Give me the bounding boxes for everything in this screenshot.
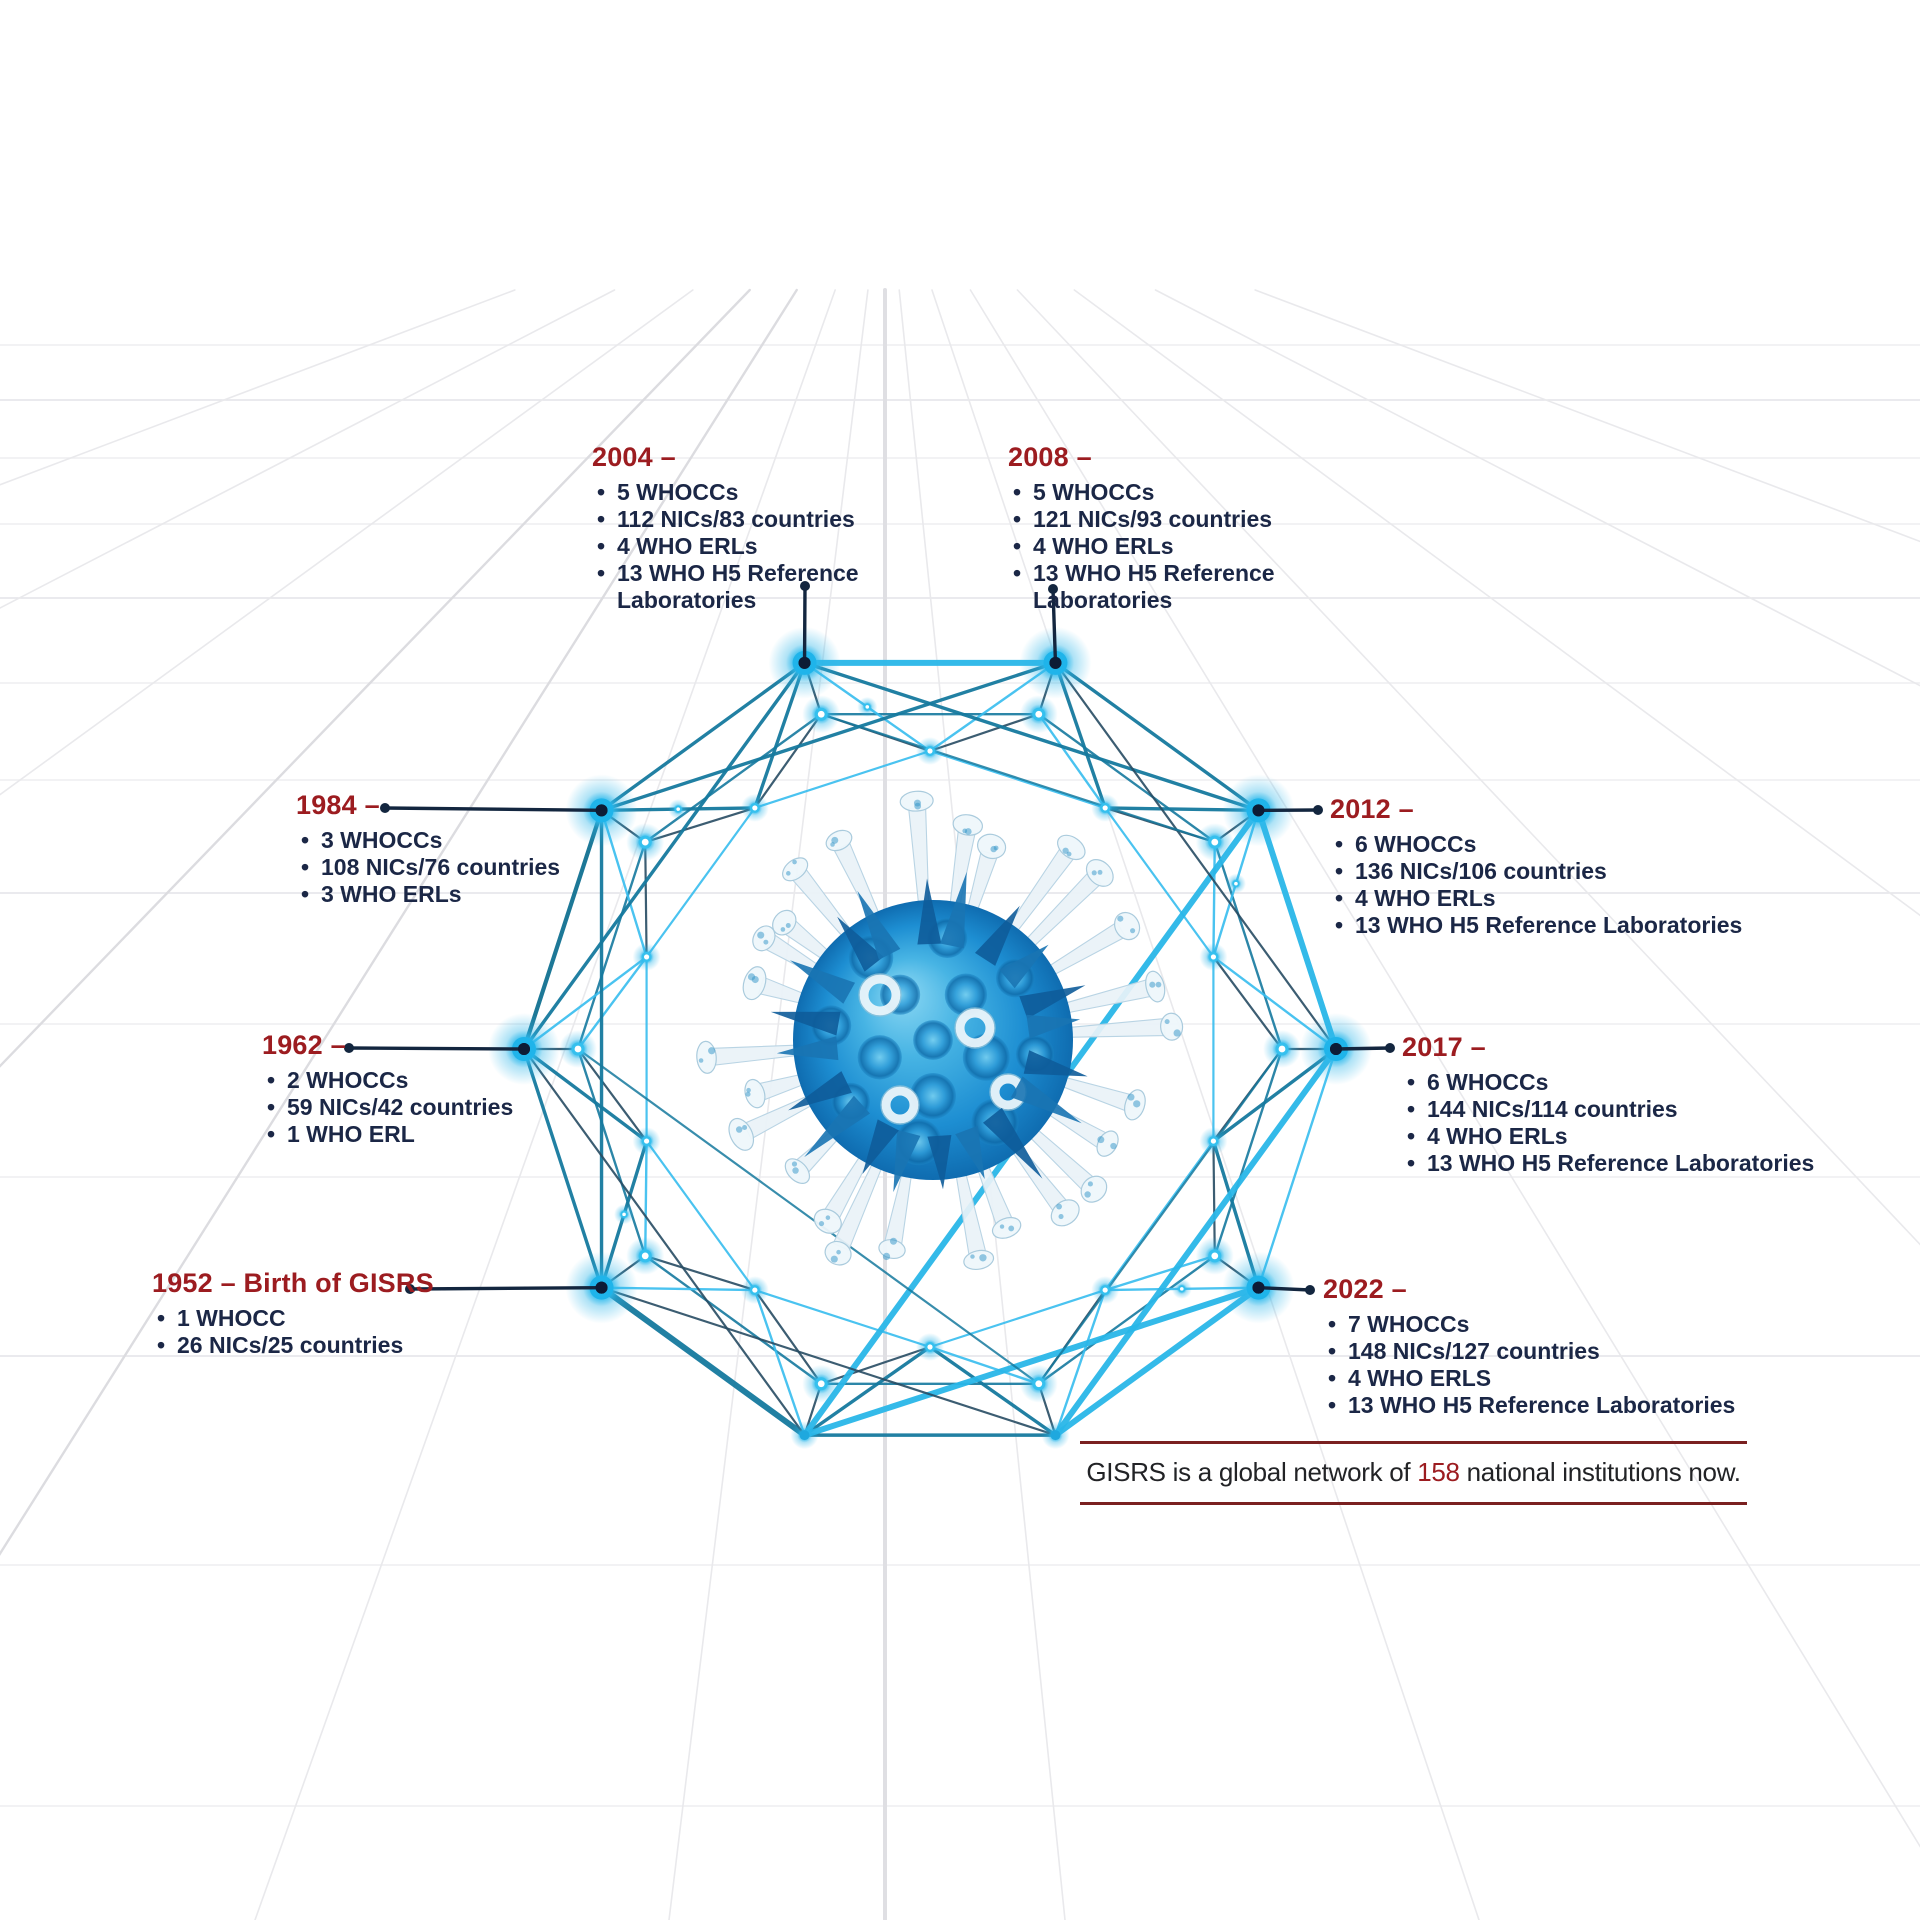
timeline-bullets-1952 xyxy=(152,1305,522,1359)
timeline-bullet: • 13 WHO H5 Reference Laboratories xyxy=(592,560,892,614)
timeline-bullets-1962 xyxy=(262,1067,582,1148)
timeline-bullets-2008 xyxy=(1008,479,1308,614)
timeline-bullets-2017 xyxy=(1402,1069,1842,1177)
timeline-bullet: • 144 NICs/114 countries xyxy=(1402,1096,1842,1123)
timeline-bullets-2022 xyxy=(1323,1311,1763,1419)
timeline-bullet: • 4 WHO ERLs xyxy=(592,533,892,560)
timeline-block-2004 xyxy=(592,442,892,614)
timeline-block-1962 xyxy=(262,1030,582,1148)
timeline-block-2017 xyxy=(1402,1032,1842,1177)
timeline-block-1984 xyxy=(296,790,616,908)
year-label-1984: 1984 – xyxy=(296,790,380,820)
timeline-bullet: • 108 NICs/76 countries xyxy=(296,854,616,881)
year-label-2004: 2004 – xyxy=(592,442,676,472)
year-label-1952: 1952 – Birth of GISRS xyxy=(152,1268,434,1298)
virus-illustration xyxy=(696,790,1184,1272)
timeline-bullets-1984 xyxy=(296,827,616,908)
timeline-bullet: • 1 WHOCC xyxy=(152,1305,522,1332)
footer-highlight-number: 158 xyxy=(1417,1457,1460,1487)
year-label-2008: 2008 – xyxy=(1008,442,1092,472)
timeline-bullet: • 4 WHO ERLS xyxy=(1323,1365,1763,1392)
timeline-bullet: • 3 WHOCCs xyxy=(296,827,616,854)
timeline-bullets-2004 xyxy=(592,479,892,614)
year-label-2022: 2022 – xyxy=(1323,1274,1407,1304)
timeline-block-2022 xyxy=(1323,1274,1763,1419)
timeline-bullet: • 4 WHO ERLs xyxy=(1402,1123,1842,1150)
timeline-bullet: • 5 WHOCCs xyxy=(1008,479,1308,506)
timeline-bullet: • 136 NICs/106 countries xyxy=(1330,858,1770,885)
timeline-bullet: • 5 WHOCCs xyxy=(592,479,892,506)
timeline-bullet: • 2 WHOCCs xyxy=(262,1067,582,1094)
year-label-1962: 1962 – xyxy=(262,1030,346,1060)
timeline-bullet: • 4 WHO ERLs xyxy=(1330,885,1770,912)
timeline-bullet: • 13 WHO H5 Reference Laboratories xyxy=(1323,1392,1763,1419)
timeline-bullet: • 59 NICs/42 countries xyxy=(262,1094,582,1121)
timeline-bullet: • 148 NICs/127 countries xyxy=(1323,1338,1763,1365)
timeline-bullet: • 121 NICs/93 countries xyxy=(1008,506,1308,533)
timeline-bullet: • 1 WHO ERL xyxy=(262,1121,582,1148)
timeline-bullet: • 3 WHO ERLs xyxy=(296,881,616,908)
timeline-bullet: • 7 WHOCCs xyxy=(1323,1311,1763,1338)
timeline-bullets-2012 xyxy=(1330,831,1770,939)
timeline-bullet: • 112 NICs/83 countries xyxy=(592,506,892,533)
timeline-bullet: • 13 WHO H5 Reference Laboratories xyxy=(1330,912,1770,939)
timeline-bullet: • 6 WHOCCs xyxy=(1402,1069,1842,1096)
year-label-2017: 2017 – xyxy=(1402,1032,1486,1062)
timeline-bullet: • 26 NICs/25 countries xyxy=(152,1332,522,1359)
timeline-bullet: • 4 WHO ERLs xyxy=(1008,533,1308,560)
timeline-block-1952 xyxy=(152,1268,522,1359)
timeline-bullet: • 6 WHOCCs xyxy=(1330,831,1770,858)
year-label-2012: 2012 – xyxy=(1330,794,1414,824)
timeline-bullet: • 13 WHO H5 Reference Laboratories xyxy=(1008,560,1308,614)
footer-note xyxy=(1080,1441,1747,1505)
timeline-block-2012 xyxy=(1330,794,1770,939)
timeline-bullet: • 13 WHO H5 Reference Laboratories xyxy=(1402,1150,1842,1177)
footer-text-suffix: national institutions now. xyxy=(1459,1457,1741,1487)
footer-text-prefix: GISRS is a global network of xyxy=(1086,1457,1418,1487)
timeline-block-2008 xyxy=(1008,442,1308,614)
